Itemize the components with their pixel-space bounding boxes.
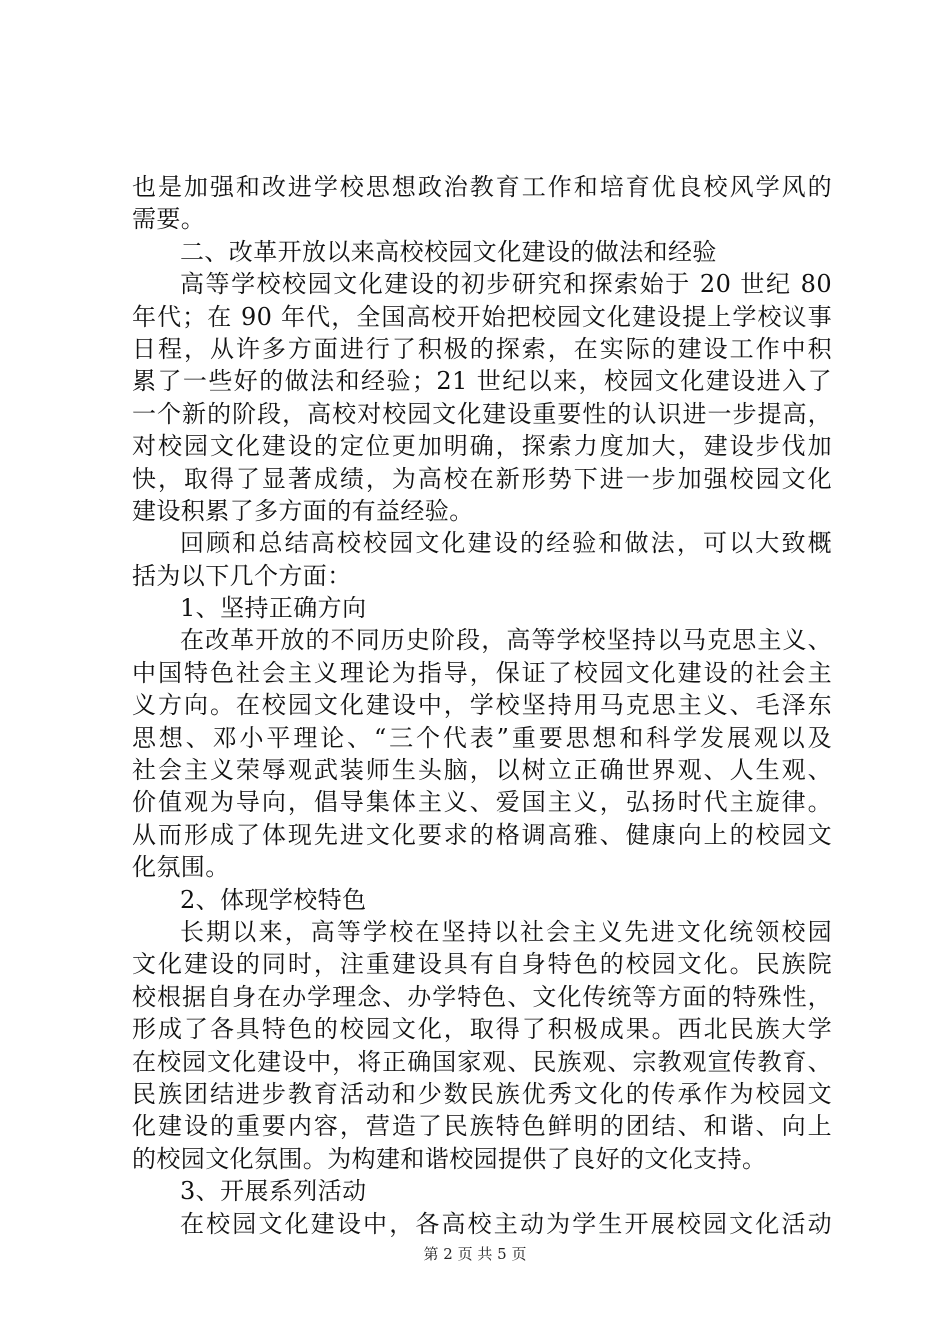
text-line: 化建设的重要内容，营造了民族特色鲜明的团结、和谐、向上	[132, 1112, 832, 1141]
text-line: 在校园文化建设中，将正确国家观、民族观、宗教观宣传教育、	[132, 1047, 832, 1076]
text-line: 文化建设的同时，注重建设具有自身特色的校园文化。民族院	[132, 950, 832, 979]
text-line: 3、开展系列活动	[180, 1177, 367, 1206]
text-line: 的校园文化氛围。为构建和谐校园提供了良好的文化支持。	[132, 1144, 767, 1173]
text-line: 需要。	[132, 205, 206, 234]
text-line: 校根据自身在办学理念、办学特色、文化传统等方面的特殊性，	[132, 982, 832, 1011]
text-line: 中国特色社会主义理论为指导，保证了校园文化建设的社会主	[132, 658, 832, 687]
text-line: 1、坚持正确方向	[180, 594, 367, 623]
document-body	[132, 171, 832, 1240]
text-line: 回顾和总结高校校园文化建设的经验和做法，可以大致概	[180, 529, 832, 558]
text-line: 民族团结进步教育活动和少数民族优秀文化的传承作为校园文	[132, 1079, 832, 1108]
text-line: 2、体现学校特色	[180, 885, 367, 914]
text-line: 也是加强和改进学校思想政治教育工作和培育优良校风学风的	[132, 173, 832, 201]
text-line: 对校园文化建设的定位更加明确，探索力度加大，建设步伐加	[132, 432, 832, 461]
text-line: 年代；在 90 年代，全国高校开始把校园文化建设提上学校议事	[132, 302, 832, 331]
text-line: 高等学校校园文化建设的初步研究和探索始于 20 世纪 80	[180, 270, 832, 299]
text-line: 义方向。在校园文化建设中，学校坚持用马克思主义、毛泽东	[132, 691, 832, 720]
text-line: 日程，从许多方面进行了积极的探索，在实际的建设工作中积	[132, 334, 832, 363]
text-line: 思想、邓小平理论、“三个代表”重要思想和科学发展观以及	[132, 723, 832, 752]
text-line: 建设积累了多方面的有益经验。	[132, 496, 474, 525]
text-line: 价值观为导向，倡导集体主义、爱国主义，弘扬时代主旋律。	[132, 788, 832, 817]
text-line: 二、改革开放以来高校校园文化建设的做法和经验	[180, 237, 717, 266]
text-line: 在校园文化建设中，各高校主动为学生开展校园文化活动	[180, 1209, 832, 1238]
text-line: 累了一些好的做法和经验；21 世纪以来，校园文化建设进入了	[132, 367, 832, 396]
page-footer: 第 2 页 共 5 页	[423, 1245, 527, 1263]
text-line: 社会主义荣辱观武装师生头脑，以树立正确世界观、人生观、	[132, 756, 832, 785]
text-line: 形成了各具特色的校园文化，取得了积极成果。西北民族大学	[132, 1015, 832, 1044]
text-line: 一个新的阶段，高校对校园文化建设重要性的认识进一步提高，	[132, 399, 832, 428]
text-line: 括为以下几个方面：	[132, 561, 352, 590]
text-line: 在改革开放的不同历史阶段，高等学校坚持以马克思主义、	[180, 626, 832, 655]
text-line: 从而形成了体现先进文化要求的格调高雅、健康向上的校园文	[132, 820, 832, 849]
text-line: 快，取得了显著成绩，为高校在新形势下进一步加强校园文化	[132, 464, 832, 493]
text-line: 长期以来，高等学校在坚持以社会主义先进文化统领校园	[180, 917, 832, 946]
text-line: 化氛围。	[132, 853, 230, 882]
